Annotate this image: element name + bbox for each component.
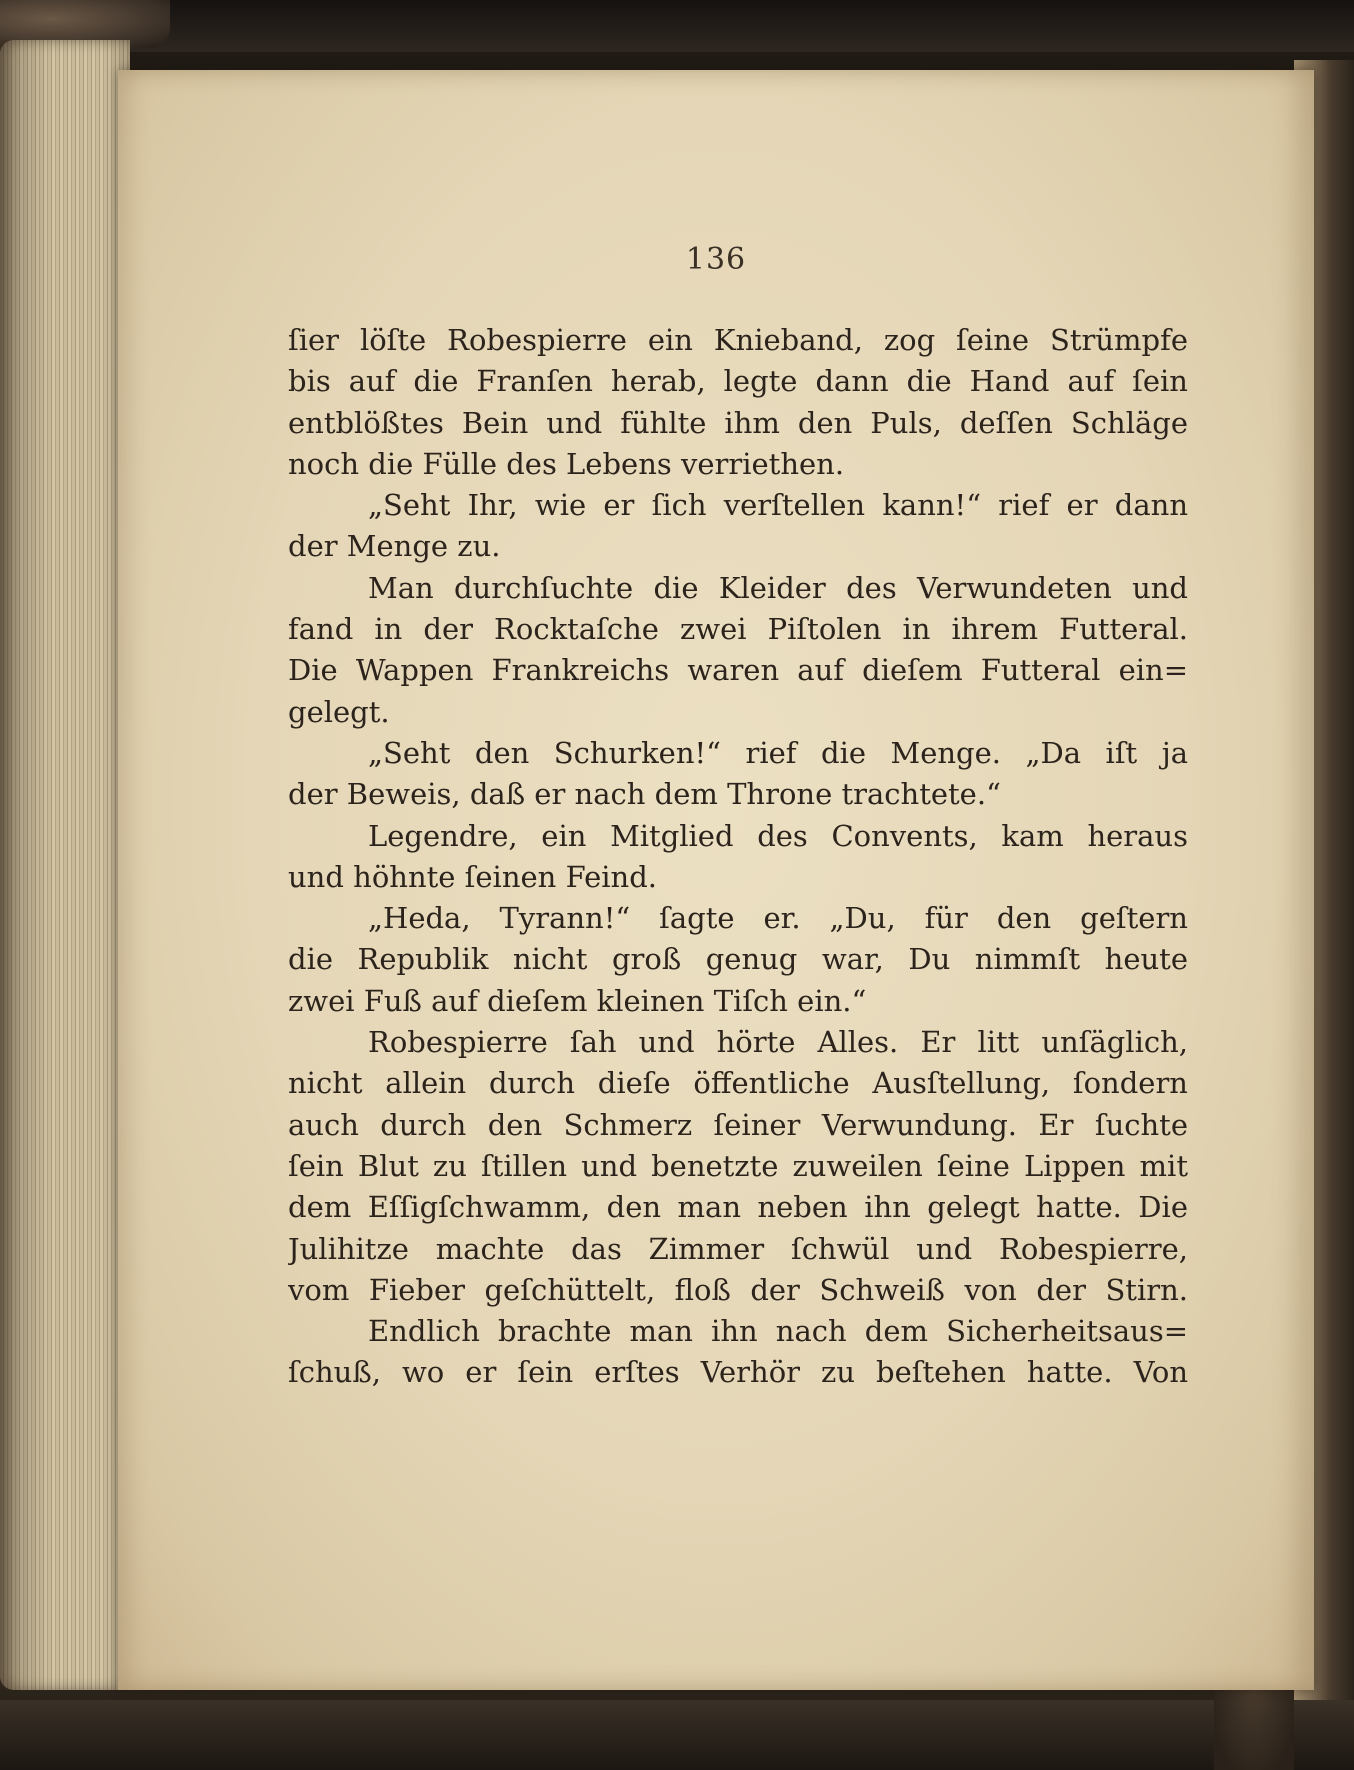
- text-line: Endlich brachte man ihn nach dem Sicherheitsaus=: [368, 1314, 1188, 1349]
- page-text: [288, 320, 1188, 1394]
- text-line: gelegt.: [288, 694, 390, 729]
- text-line: ſier löſte Robespierre ein Knieband, zog ſeine Strümpfe: [288, 323, 1188, 357]
- text-line: entblößtes Bein und fühlte ihm den Puls, deſſen Schläge: [288, 405, 1188, 440]
- text-line: noch die Fülle des Lebens verriethen.: [288, 446, 845, 481]
- text-line: nicht allein durch dieſe öffentliche Ausſtellung, ſondern: [288, 1066, 1188, 1101]
- text-line: bis auf die Franſen herab, legte dann die Hand auf ſein: [288, 364, 1188, 399]
- text-line: „Seht den Schurken!“ rief die Menge. „Da iſt ja: [368, 735, 1188, 770]
- text-line: vom Fieber geſchüttelt, floß der Schweiß von der Stirn.: [288, 1272, 1188, 1307]
- text-line: Julihitze machte das Zimmer ſchwül und Robespierre,: [288, 1231, 1188, 1266]
- book-page: [118, 70, 1314, 1690]
- page-number: 136: [685, 242, 747, 277]
- text-line: ſchuß, wo er ſein erſtes Verhör zu beſtehen hatte. Von: [288, 1355, 1188, 1390]
- text-line: Robespierre ſah und hörte Alles. Er litt unſäglich,: [368, 1025, 1188, 1060]
- text-line: fand in der Rocktaſche zwei Piſtolen in ihrem Futteral.: [288, 612, 1188, 647]
- page-edges: [0, 40, 130, 1690]
- text-line: auch durch den Schmerz ſeiner Verwundung. Er ſuchte: [288, 1107, 1188, 1142]
- text-line: Legendre, ein Mitglied des Convents, kam heraus: [368, 818, 1188, 853]
- book-cover-top: [0, 0, 1354, 52]
- text-line: Die Wappen Frankreichs waren auf dieſem Futteral ein=: [288, 653, 1188, 688]
- text-line: die Republik nicht groß genug war, Du nimmſt heute: [288, 942, 1188, 977]
- text-line: „Heda, Tyrann!“ ſagte er. „Du, für den geſtern: [368, 901, 1188, 936]
- text-line: und höhnte ſeinen Feind.: [288, 859, 657, 894]
- text-line: der Menge zu.: [288, 529, 501, 564]
- text-line: ſein Blut zu ſtillen und benetzte zuweilen ſeine Lippen mit: [288, 1148, 1188, 1183]
- book-cover-bottom: [0, 1700, 1354, 1770]
- text-line: der Beweis, daß er nach dem Throne trachtete.“: [288, 777, 1001, 812]
- text-line: dem Eſſigſchwamm, den man neben ihn gelegt hatte. Die: [288, 1190, 1188, 1225]
- text-line: „Seht Ihr, wie er ſich verſtellen kann!“ rief er dann: [368, 488, 1188, 523]
- text-line: zwei Fuß auf dieſem kleinen Tiſch ein.“: [288, 983, 867, 1018]
- text-line: Man durchſuchte die Kleider des Verwundeten und: [368, 570, 1188, 605]
